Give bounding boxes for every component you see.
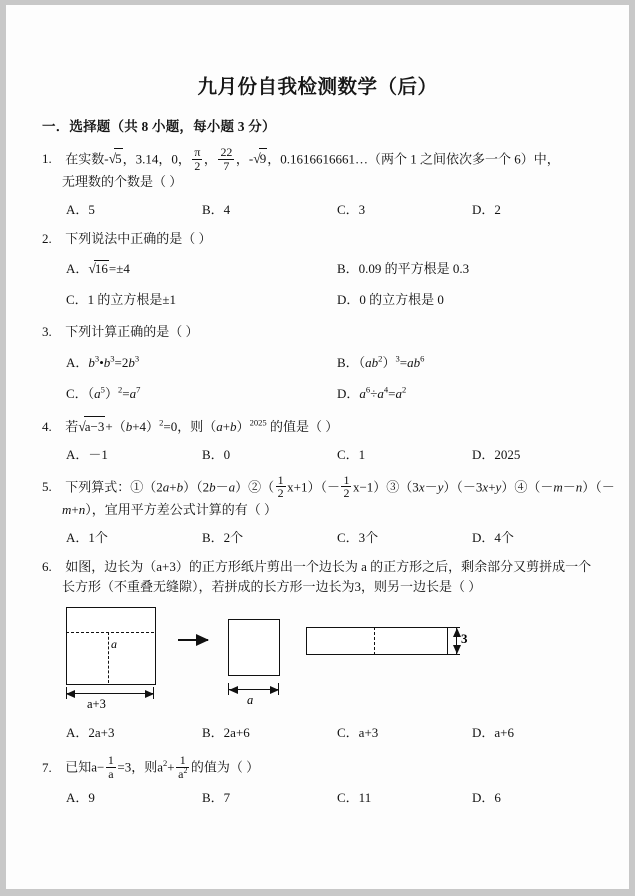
page-content (6, 5, 629, 889)
q4-sqrt-a-minus-3: √a−3 (78, 416, 105, 437)
q5-option-a[interactable]: A．1个 (66, 529, 108, 545)
q4-var-b: b (125, 418, 133, 434)
q6-line1-text: 如图，边长为（a+3）的正方形纸片剪出一个边长为 a 的正方形之后，剩余部分又剪拼成一个 (65, 558, 592, 574)
figure-ext-line-bottom (446, 654, 460, 655)
figure-small-square-label: a (247, 693, 254, 708)
q6-line2-text: 长方形（不重叠无缝隙），若拼成的长方形一边长为3，则另一边长是（ ） (62, 579, 482, 595)
question-6-number: 6. (42, 558, 52, 574)
question-2-stem (42, 229, 611, 249)
q2-option-a-tail: =±4 (108, 261, 130, 277)
figure-dashed-vertical (108, 632, 109, 683)
question-5 (42, 472, 615, 520)
q4-pre: 若 (65, 418, 79, 434)
figure-transform-arrow-icon (178, 639, 208, 641)
q1-option-b[interactable]: B．4 (202, 202, 231, 218)
q6-option-b[interactable]: B．2a+6 (202, 725, 250, 741)
question-1-number: 1. (42, 151, 52, 167)
q4-mid: +（ (105, 418, 126, 434)
question-2-options-row-1 (42, 258, 629, 280)
q1-frac-pi-2: $\frac{\pi}{2}$ (194, 145, 201, 173)
q7-option-d[interactable]: D．6 (472, 790, 501, 806)
figure-dimension-height (456, 628, 457, 654)
question-2 (42, 229, 611, 249)
q1-neg-sqrt9: -√9 (249, 148, 267, 169)
q2-option-c[interactable]: C．1 的立方根是±1 (66, 292, 177, 308)
question-3 (42, 322, 611, 342)
q1-option-d[interactable]: D．2 (472, 202, 501, 218)
q1-frac-22-7: $\frac{22}{7}$ (220, 145, 233, 173)
question-6-options (42, 722, 629, 741)
q4-option-b[interactable]: B．0 (202, 446, 231, 462)
q3-stem-text: 下列计算正确的是（ ） (65, 324, 199, 340)
q7-frac-1-a2: $\frac{1}{a^2}$ (178, 753, 188, 781)
q4-end: 的值是（ ） (266, 418, 339, 434)
q5-option-c[interactable]: C．3个 (337, 529, 379, 545)
figure-rectangle (306, 627, 448, 655)
q7-option-a[interactable]: A．9 (66, 790, 95, 806)
q4-var-a: a (216, 418, 223, 434)
q2-option-a[interactable]: A．√16=±4 (66, 261, 130, 277)
q5-line2-text: ），宜用平方差公式计算的有（ ） (85, 501, 277, 517)
question-6-stem-line-1 (42, 557, 611, 577)
q2-option-b[interactable]: B．0.09 的平方根是 0.3 (337, 261, 470, 277)
q7-option-c[interactable]: C．11 (337, 790, 372, 806)
q1-option-a[interactable]: A．5 (66, 202, 95, 218)
question-3-options-row-2 (42, 383, 629, 405)
q4-var-b2: b (230, 418, 237, 434)
q2-option-d[interactable]: D．0 的立方根是 0 (337, 292, 444, 308)
q1-text-mid3: ， (235, 151, 249, 167)
question-4-stem: 4. 若$√a-3+(b+4)^2=0$，则$(a+b)^{2025}$ 的值是（ ） (42, 416, 611, 437)
q1-option-c[interactable]: C．3 (337, 202, 366, 218)
figure-height-label: 3 (461, 631, 468, 647)
q7-option-b[interactable]: B．7 (202, 790, 231, 806)
q1-text-mid2: ， (203, 151, 217, 167)
document-page (6, 5, 629, 889)
question-4-number: 4. (42, 418, 52, 434)
q4-mid2: +4） (132, 418, 160, 434)
figure-small-square (228, 619, 280, 676)
q7-sup-2: 2 (162, 758, 168, 769)
q2-sqrt16: √16 (88, 261, 108, 277)
q4-option-d[interactable]: D．2025 (472, 446, 521, 462)
question-1-stem-line-1 (42, 146, 611, 172)
q5-frac-half-2: $\frac{1}{2}$ (343, 472, 350, 501)
q7-pre: 已知 (65, 759, 92, 775)
question-3-options-row-1 (42, 352, 629, 374)
question-7-options (42, 787, 629, 806)
q4-option-c[interactable]: C．1 (337, 446, 366, 462)
q5-option-b[interactable]: B．2个 (202, 529, 244, 545)
q4-exponent: 2025 (249, 417, 267, 428)
question-2-number: 2. (42, 231, 52, 247)
question-2-options-row-2 (42, 289, 629, 311)
q6-option-a[interactable]: A．2a+3 (66, 725, 115, 741)
q1-text-pre: 在实数 (65, 151, 105, 167)
q6-option-d[interactable]: D．a+6 (472, 725, 514, 741)
q5-pre: 下列算式：①（2 (65, 479, 163, 494)
question-7-stem: 7. 已知a− $\frac{1}{a}$ =3，则$a^2+$ $\frac{1}{a^2}$ 的值为（ ） (42, 753, 260, 781)
q1-text-tail: ，0.1616616661…（两个 1 之间依次多一个 6）中， (267, 151, 560, 167)
question-1 (42, 146, 611, 192)
figure-dimension-small (229, 689, 279, 690)
figure-rectangle-dashed-line (374, 627, 375, 655)
question-5-stem-line-2: m+n），宜用平方差公式计算的有（ ） (62, 501, 277, 517)
question-4-options (42, 444, 629, 463)
q4-eq: =0，则（ (163, 418, 217, 434)
page-title: 九月份自我检测数学（后） (197, 77, 438, 98)
figure-dashed-horizontal (66, 632, 154, 633)
q6-option-c[interactable]: C．a+3 (337, 725, 379, 741)
question-6 (42, 557, 611, 597)
question-5-options (42, 527, 629, 546)
q4-tail: ） (236, 418, 250, 434)
q4-sup-2: 2 (159, 417, 164, 428)
q3-option-b[interactable]: B．$(ab^2)^3=ab^6$ (337, 353, 425, 370)
q3-option-c[interactable]: C．$(a^5)^2=a^7$ (66, 384, 141, 401)
question-1-stem-line-2 (42, 172, 611, 192)
question-1-options (42, 199, 629, 218)
q7-eq: =3，则 (117, 759, 158, 775)
section-header: 一．选择题（共 8 小题，每小题 3 分） (42, 119, 276, 134)
q1-line2-text: 无理数的个数是（ ） (62, 174, 183, 190)
question-3-stem (42, 322, 611, 342)
figure-dimension-big (66, 693, 154, 694)
q5-option-d[interactable]: D．4个 (472, 529, 514, 545)
question-6-figure (42, 605, 582, 715)
q3-option-a[interactable]: A．$b^3•b^3=2b^3$ (66, 353, 140, 370)
q5-frac-half-1: $\frac{1}{2}$ (277, 472, 284, 501)
question-7 (42, 754, 611, 780)
q1-text-mid1: ，3.14，0， (122, 151, 191, 167)
question-5-number: 5. (42, 479, 52, 494)
question-7-number: 7. (42, 759, 52, 775)
question-5-stem-line-1: 5. 下列算式：①（2a+b）（2b－a）②（ $\frac{1}{2}$ x+1）（－ $\frac{1}{2}$ x−1）③（3x－y）（－3x+y）④（－m－n）（－ (42, 472, 615, 501)
q4-option-a[interactable]: A．－1 (66, 446, 108, 462)
figure-inner-label-a: a (111, 637, 117, 652)
question-6-stem-line-2 (42, 577, 611, 597)
q1-neg-sqrt5: -√5 (104, 148, 122, 169)
q7-frac-1-a: $\frac{1}{a}$ (107, 753, 114, 781)
q7-end: 的值为（ ） (190, 759, 260, 775)
q3-option-d[interactable]: D．$a^6\div a^4=a^2$ (337, 384, 407, 401)
q2-stem-text: 下列说法中正确的是（ ） (65, 231, 212, 247)
question-3-number: 3. (42, 324, 52, 340)
question-4 (42, 416, 611, 437)
figure-big-square-label: a+3 (87, 697, 106, 712)
